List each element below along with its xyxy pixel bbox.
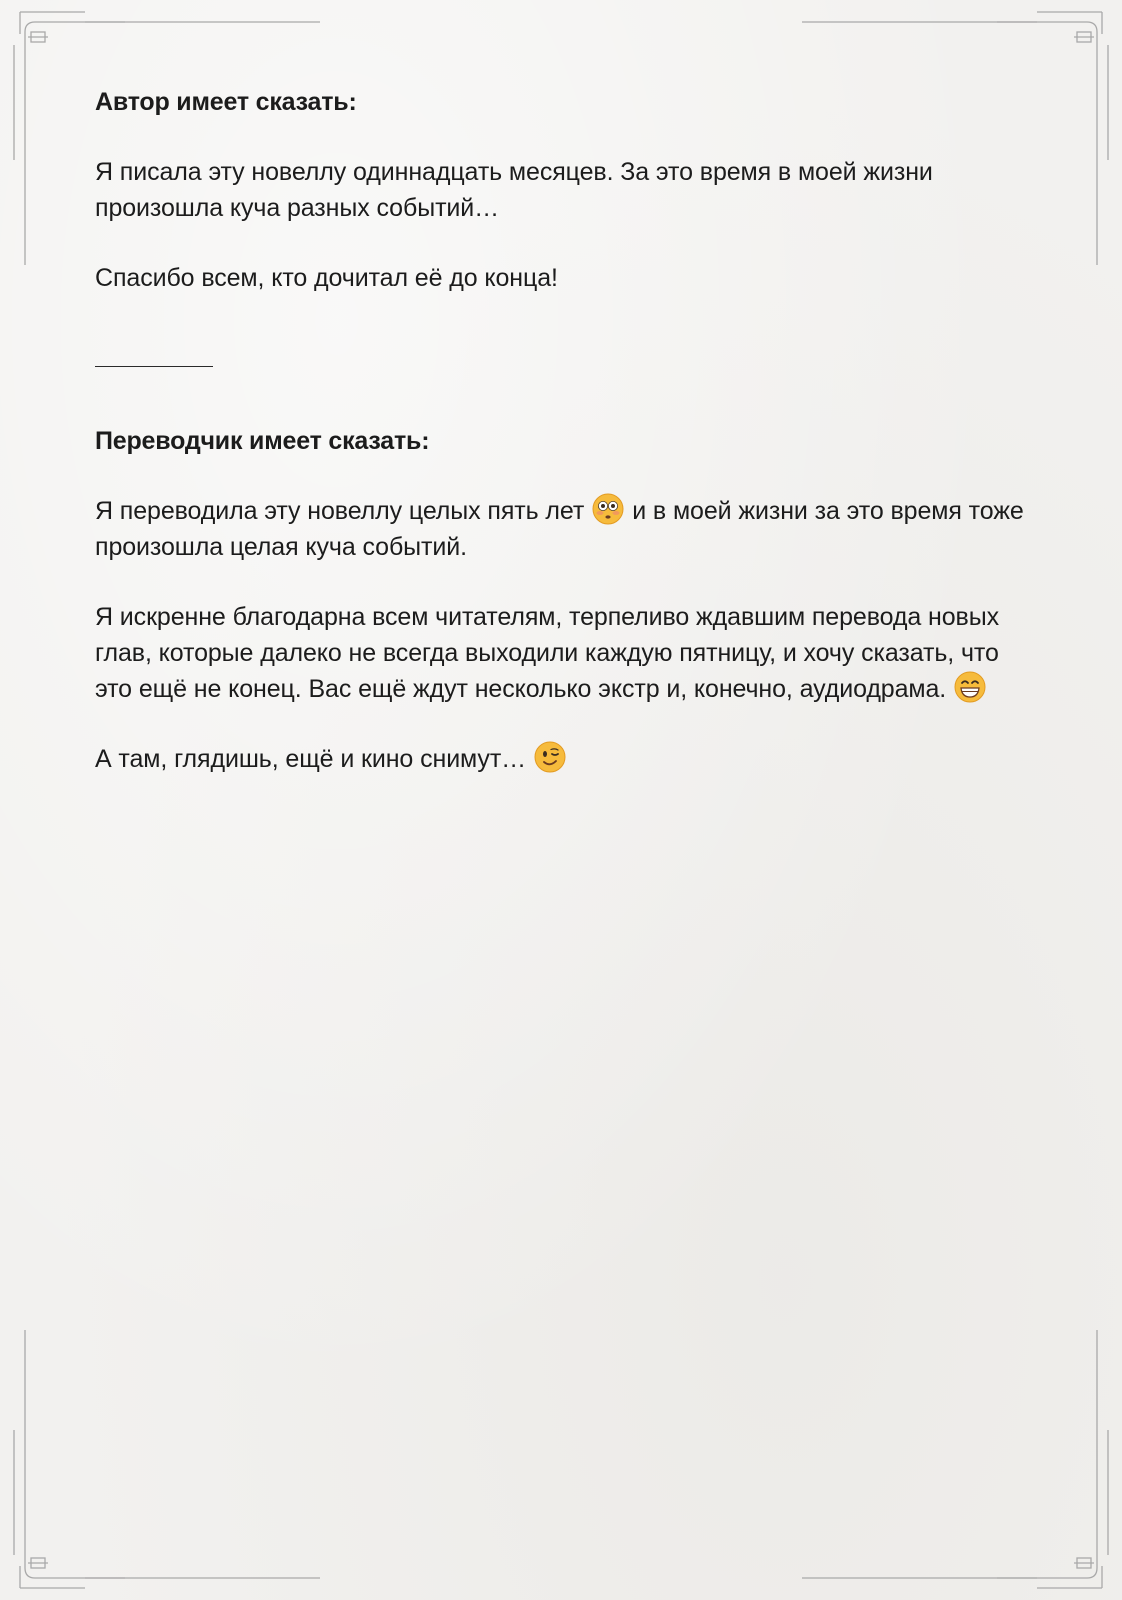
author-paragraph-1: Я писала эту новеллу одиннадцать месяцев. За это время в моей жизни произошла куча разных событий… bbox=[95, 158, 933, 222]
author-heading: Автор имеет сказать: bbox=[95, 88, 357, 116]
translator-paragraph-1-end: и в моей жизни за это время тоже произошла целая куча событий. bbox=[95, 497, 1024, 561]
translator-heading: Переводчик имеет сказать: bbox=[95, 427, 430, 455]
translator-paragraph-1 bbox=[95, 493, 1035, 565]
grinning-face-icon bbox=[954, 671, 986, 703]
flushed-face-icon bbox=[592, 493, 624, 525]
section-divider bbox=[95, 336, 213, 367]
document-body bbox=[95, 84, 1035, 811]
translator-paragraph-3 bbox=[95, 741, 1035, 777]
translator-paragraph-2-text: Я искренне благодарна всем читателям, терпеливо ждавшим перевода новых глав, которые далеко не всегда выходили каждую пятницу, и хочу сказать, что это ещё не конец. Вас ещё ждут несколько экстр и, конечно, аудиодрама. bbox=[95, 603, 999, 703]
author-paragraph-2: Спасибо всем, кто дочитал её до конца! bbox=[95, 264, 558, 292]
translator-paragraph-2 bbox=[95, 599, 1035, 707]
translator-paragraph-1-start: Я переводила эту новеллу целых пять лет bbox=[95, 497, 585, 525]
translator-paragraph-3-text: А там, глядишь, ещё и кино снимут… bbox=[95, 745, 527, 773]
winking-face-icon bbox=[534, 741, 566, 773]
